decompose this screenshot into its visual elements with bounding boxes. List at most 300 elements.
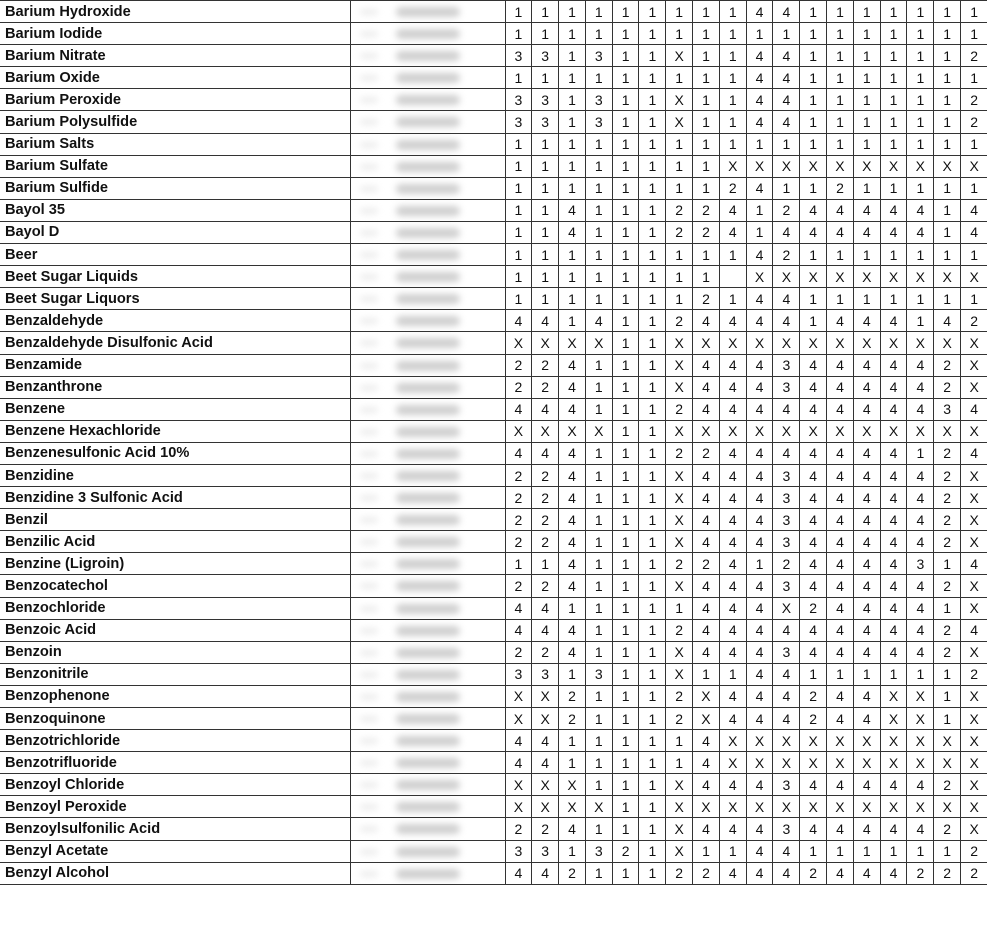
rating-cell: 1 (934, 288, 961, 310)
rating-cell: 4 (800, 398, 827, 420)
rating-cell: 1 (639, 45, 666, 67)
rating-cell: 4 (773, 67, 800, 89)
rating-cell: 1 (639, 266, 666, 288)
chemical-name-cell: Barium Sulfide (0, 177, 350, 199)
rating-cell: 4 (827, 862, 854, 884)
table-row (0, 464, 987, 486)
rating-cell: X (934, 752, 961, 774)
rating-cell: 1 (934, 111, 961, 133)
rating-cell: 3 (773, 641, 800, 663)
rating-cell: 4 (853, 354, 880, 376)
rating-cell: 4 (746, 310, 773, 332)
rating-cell: 4 (746, 862, 773, 884)
rating-cell: 4 (880, 531, 907, 553)
rating-cell: 1 (934, 67, 961, 89)
rating-cell: X (693, 708, 720, 730)
rating-cell: 1 (532, 1, 559, 23)
redaction-blur (396, 361, 460, 371)
rating-cell: 4 (907, 221, 934, 243)
rating-cell: 2 (532, 818, 559, 840)
rating-cell: 1 (559, 310, 586, 332)
rating-cell: 4 (880, 376, 907, 398)
rating-cell: 4 (853, 708, 880, 730)
rating-cell: 1 (639, 155, 666, 177)
redacted-cas-number-cell (350, 45, 505, 67)
rating-cell: 4 (961, 553, 987, 575)
rating-cell: 4 (559, 619, 586, 641)
table-row (0, 796, 987, 818)
chemical-name-cell: Beer (0, 244, 350, 266)
rating-cell: 4 (559, 354, 586, 376)
rating-cell: 1 (880, 45, 907, 67)
rating-cell: 4 (719, 531, 746, 553)
rating-cell: 1 (639, 752, 666, 774)
rating-cell: 4 (907, 199, 934, 221)
redaction-blur (396, 250, 460, 260)
rating-cell: 4 (961, 221, 987, 243)
rating-cell: 1 (559, 266, 586, 288)
rating-cell: 1 (612, 288, 639, 310)
chemical-name-cell: Benzil (0, 509, 350, 531)
rating-cell: 1 (612, 597, 639, 619)
rating-cell: 1 (639, 619, 666, 641)
rating-cell: 3 (907, 553, 934, 575)
rating-cell: 1 (693, 23, 720, 45)
redaction-blur (396, 162, 460, 172)
rating-cell: 4 (853, 442, 880, 464)
rating-cell: 4 (853, 862, 880, 884)
table-row (0, 730, 987, 752)
rating-cell: 4 (693, 619, 720, 641)
rating-cell: 1 (907, 67, 934, 89)
rating-cell: X (666, 376, 693, 398)
chemical-name-cell: Benzenesulfonic Acid 10% (0, 442, 350, 464)
table-row (0, 685, 987, 707)
rating-cell: X (961, 730, 987, 752)
rating-cell: 1 (961, 23, 987, 45)
rating-cell: 4 (880, 221, 907, 243)
chemical-name-cell: Beet Sugar Liquids (0, 266, 350, 288)
rating-cell: 4 (800, 487, 827, 509)
rating-cell: 4 (853, 487, 880, 509)
rating-cell: 4 (746, 244, 773, 266)
rating-cell: 3 (505, 840, 532, 862)
rating-cell: 1 (639, 840, 666, 862)
rating-cell: 2 (505, 531, 532, 553)
rating-cell: 1 (934, 221, 961, 243)
rating-cell: 4 (746, 685, 773, 707)
rating-cell: 1 (532, 199, 559, 221)
rating-cell: 3 (532, 663, 559, 685)
table-row (0, 111, 987, 133)
table-row (0, 67, 987, 89)
rating-cell: 3 (585, 45, 612, 67)
rating-cell: 2 (532, 641, 559, 663)
rating-cell: 4 (719, 641, 746, 663)
rating-cell: 4 (773, 862, 800, 884)
rating-cell: 4 (853, 774, 880, 796)
redacted-cas-number-cell (350, 796, 505, 818)
rating-cell: 1 (585, 266, 612, 288)
redacted-cas-number-cell (350, 67, 505, 89)
chemical-name-cell: Benzocatechol (0, 575, 350, 597)
rating-cell: 4 (907, 376, 934, 398)
rating-cell: 1 (719, 840, 746, 862)
rating-cell: 3 (773, 774, 800, 796)
rating-cell: 1 (746, 221, 773, 243)
rating-cell: 1 (719, 288, 746, 310)
rating-cell: 4 (719, 575, 746, 597)
rating-cell: 3 (505, 89, 532, 111)
rating-cell: 2 (693, 288, 720, 310)
table-row (0, 752, 987, 774)
rating-cell: 1 (612, 398, 639, 420)
rating-cell: 4 (907, 619, 934, 641)
rating-cell: X (666, 111, 693, 133)
rating-cell: 1 (719, 133, 746, 155)
rating-cell: 4 (853, 553, 880, 575)
chemical-name-cell: Benzaldehyde (0, 310, 350, 332)
chemical-name-cell: Benzidine (0, 464, 350, 486)
rating-cell: X (719, 155, 746, 177)
rating-cell: X (773, 332, 800, 354)
rating-cell: 4 (800, 641, 827, 663)
rating-cell: X (961, 464, 987, 486)
rating-cell: 2 (666, 199, 693, 221)
rating-cell: 1 (639, 1, 666, 23)
rating-cell: 1 (585, 619, 612, 641)
rating-cell: 1 (880, 663, 907, 685)
rating-cell: 4 (505, 442, 532, 464)
table-row (0, 420, 987, 442)
chemical-name-cell: Barium Hydroxide (0, 1, 350, 23)
rating-cell: 1 (934, 685, 961, 707)
rating-cell: 1 (666, 752, 693, 774)
rating-cell: 2 (505, 575, 532, 597)
rating-cell: 1 (505, 23, 532, 45)
rating-cell: 3 (773, 376, 800, 398)
rating-cell: 4 (827, 221, 854, 243)
rating-cell: 1 (693, 266, 720, 288)
rating-cell: 1 (639, 354, 666, 376)
rating-cell: 1 (907, 133, 934, 155)
rating-cell: X (559, 774, 586, 796)
rating-cell: X (853, 266, 880, 288)
rating-cell: 3 (505, 45, 532, 67)
rating-cell: 1 (773, 177, 800, 199)
rating-cell: 4 (800, 376, 827, 398)
rating-cell: X (666, 509, 693, 531)
rating-cell: 1 (639, 310, 666, 332)
rating-cell: 1 (719, 244, 746, 266)
redaction-blur (396, 515, 460, 525)
rating-cell: 1 (907, 442, 934, 464)
rating-cell: 1 (880, 23, 907, 45)
rating-cell: X (961, 641, 987, 663)
rating-cell: 2 (693, 199, 720, 221)
rating-cell: X (934, 155, 961, 177)
rating-cell: 4 (880, 310, 907, 332)
rating-cell: X (773, 420, 800, 442)
rating-cell: 1 (585, 442, 612, 464)
rating-cell: 1 (934, 199, 961, 221)
rating-cell: 1 (639, 376, 666, 398)
table-row (0, 376, 987, 398)
rating-cell: 2 (559, 708, 586, 730)
chemical-name-cell: Benzotrichloride (0, 730, 350, 752)
rating-cell: 2 (934, 442, 961, 464)
rating-cell: 1 (773, 23, 800, 45)
rating-cell: X (961, 376, 987, 398)
rating-cell: X (827, 266, 854, 288)
rating-cell: X (961, 487, 987, 509)
rating-cell: 1 (585, 221, 612, 243)
rating-cell: 2 (773, 553, 800, 575)
table-row (0, 509, 987, 531)
rating-cell: 1 (612, 818, 639, 840)
rating-cell: X (961, 752, 987, 774)
chemical-name-cell: Benzyl Acetate (0, 840, 350, 862)
redacted-cas-number-cell (350, 398, 505, 420)
rating-cell: X (505, 332, 532, 354)
rating-cell: X (907, 155, 934, 177)
rating-cell: 4 (505, 862, 532, 884)
rating-cell: 4 (719, 487, 746, 509)
rating-cell: 1 (612, 487, 639, 509)
table-row (0, 244, 987, 266)
rating-cell: 4 (907, 641, 934, 663)
rating-cell: X (505, 774, 532, 796)
rating-cell: 4 (559, 442, 586, 464)
rating-cell: 1 (585, 553, 612, 575)
rating-cell: 1 (693, 840, 720, 862)
rating-cell: 3 (532, 45, 559, 67)
rating-cell: X (827, 420, 854, 442)
rating-cell: 4 (693, 641, 720, 663)
rating-cell: X (746, 266, 773, 288)
rating-cell: X (666, 818, 693, 840)
rating-cell: 4 (827, 818, 854, 840)
rating-cell: X (827, 730, 854, 752)
chemical-name-cell: Barium Sulfate (0, 155, 350, 177)
rating-cell: 1 (559, 155, 586, 177)
rating-cell: 1 (505, 1, 532, 23)
rating-cell: 1 (639, 398, 666, 420)
rating-cell: 4 (853, 575, 880, 597)
rating-cell: X (853, 730, 880, 752)
chemical-name-cell: Beet Sugar Liquors (0, 288, 350, 310)
rating-cell: 4 (773, 288, 800, 310)
chemical-name-cell: Benzoquinone (0, 708, 350, 730)
rating-cell: X (666, 332, 693, 354)
rating-cell: 2 (934, 464, 961, 486)
chemical-name-cell: Benzanthrone (0, 376, 350, 398)
rating-cell: 4 (880, 553, 907, 575)
rating-cell: 2 (693, 221, 720, 243)
rating-cell: X (666, 464, 693, 486)
rating-cell: 4 (853, 310, 880, 332)
rating-cell: 1 (639, 862, 666, 884)
chemical-name-cell: Benzophenone (0, 685, 350, 707)
rating-cell: 1 (585, 531, 612, 553)
rating-cell: X (666, 420, 693, 442)
rating-cell: 1 (505, 553, 532, 575)
rating-cell: 1 (693, 177, 720, 199)
rating-cell: 1 (505, 133, 532, 155)
rating-cell: 2 (666, 685, 693, 707)
table-body (0, 1, 987, 885)
rating-cell: X (907, 752, 934, 774)
rating-cell: 2 (934, 818, 961, 840)
rating-cell: 4 (853, 221, 880, 243)
rating-cell: 1 (746, 553, 773, 575)
rating-cell: X (961, 420, 987, 442)
rating-cell: 4 (532, 730, 559, 752)
rating-cell: 2 (934, 354, 961, 376)
rating-cell: 1 (880, 89, 907, 111)
rating-cell: 1 (800, 45, 827, 67)
rating-cell: 3 (773, 509, 800, 531)
rating-cell: X (773, 752, 800, 774)
rating-cell: 4 (773, 111, 800, 133)
rating-cell: 1 (853, 244, 880, 266)
rating-cell: 2 (961, 840, 987, 862)
redacted-cas-number-cell (350, 509, 505, 531)
redaction-blur (396, 869, 460, 879)
table-row (0, 774, 987, 796)
redacted-cas-number-cell (350, 244, 505, 266)
redaction-blur (396, 316, 460, 326)
rating-cell: 2 (532, 354, 559, 376)
rating-cell: 1 (585, 199, 612, 221)
table-row (0, 553, 987, 575)
rating-cell: 1 (585, 376, 612, 398)
rating-cell: 3 (585, 111, 612, 133)
rating-cell: 1 (559, 111, 586, 133)
rating-cell: X (961, 332, 987, 354)
rating-cell: X (666, 641, 693, 663)
rating-cell: 4 (880, 464, 907, 486)
rating-cell: X (773, 730, 800, 752)
redaction-blur (396, 559, 460, 569)
rating-cell: 2 (532, 531, 559, 553)
rating-cell: 1 (934, 23, 961, 45)
rating-cell: 1 (639, 89, 666, 111)
rating-cell: 4 (773, 685, 800, 707)
redacted-cas-number-cell (350, 619, 505, 641)
rating-cell: 4 (693, 531, 720, 553)
rating-cell: 1 (612, 575, 639, 597)
redaction-blur (396, 272, 460, 282)
rating-cell: 3 (773, 487, 800, 509)
rating-cell: 1 (559, 89, 586, 111)
rating-cell: X (532, 796, 559, 818)
rating-cell: 4 (907, 531, 934, 553)
rating-cell: 4 (800, 199, 827, 221)
rating-cell: X (532, 685, 559, 707)
rating-cell: 2 (800, 862, 827, 884)
rating-cell: 4 (934, 310, 961, 332)
rating-cell: 4 (532, 597, 559, 619)
rating-cell: 1 (532, 244, 559, 266)
rating-cell: X (934, 420, 961, 442)
chemical-name-cell: Benzyl Alcohol (0, 862, 350, 884)
rating-cell: 1 (585, 288, 612, 310)
redacted-cas-number-cell (350, 840, 505, 862)
rating-cell: 4 (880, 619, 907, 641)
chemical-name-cell: Bayol 35 (0, 199, 350, 221)
rating-cell: 4 (880, 774, 907, 796)
chemical-name-cell: Bayol D (0, 221, 350, 243)
chemical-name-cell: Benzine (Ligroin) (0, 553, 350, 575)
rating-cell: 1 (639, 221, 666, 243)
rating-cell: 4 (827, 774, 854, 796)
rating-cell: 1 (639, 641, 666, 663)
rating-cell: 1 (853, 111, 880, 133)
rating-cell: 1 (639, 553, 666, 575)
rating-cell: 1 (505, 288, 532, 310)
rating-cell: 2 (719, 177, 746, 199)
rating-cell: 1 (612, 199, 639, 221)
rating-cell: 2 (773, 199, 800, 221)
rating-cell: 4 (827, 553, 854, 575)
rating-cell: 4 (746, 597, 773, 619)
rating-cell: 1 (746, 133, 773, 155)
rating-cell: 1 (612, 685, 639, 707)
rating-cell: 4 (505, 597, 532, 619)
chemical-name-cell: Benzoyl Chloride (0, 774, 350, 796)
rating-cell: 4 (827, 708, 854, 730)
rating-cell: 1 (934, 133, 961, 155)
rating-cell: X (559, 796, 586, 818)
rating-cell: 1 (719, 663, 746, 685)
table-row (0, 89, 987, 111)
rating-cell: 1 (585, 398, 612, 420)
rating-cell: 1 (639, 442, 666, 464)
rating-cell: 4 (559, 221, 586, 243)
rating-cell: 4 (907, 464, 934, 486)
table-row (0, 840, 987, 862)
rating-cell: 1 (585, 730, 612, 752)
rating-cell: 1 (827, 663, 854, 685)
redacted-cas-number-cell (350, 818, 505, 840)
table-row (0, 708, 987, 730)
rating-cell: 1 (907, 663, 934, 685)
rating-cell: 1 (853, 288, 880, 310)
rating-cell: X (853, 796, 880, 818)
table-row (0, 45, 987, 67)
rating-cell: X (666, 840, 693, 862)
rating-cell: 2 (961, 862, 987, 884)
rating-cell: 1 (612, 619, 639, 641)
rating-cell: 4 (746, 67, 773, 89)
rating-cell: X (961, 796, 987, 818)
rating-cell: 1 (585, 133, 612, 155)
rating-cell: X (666, 531, 693, 553)
rating-cell: 1 (612, 442, 639, 464)
rating-cell: 1 (639, 420, 666, 442)
rating-cell: 1 (612, 310, 639, 332)
rating-cell: 4 (800, 221, 827, 243)
rating-cell: 2 (559, 862, 586, 884)
rating-cell: 1 (639, 464, 666, 486)
rating-cell: 1 (639, 332, 666, 354)
table-row (0, 663, 987, 685)
rating-cell: 1 (827, 1, 854, 23)
rating-cell: 2 (532, 487, 559, 509)
rating-cell: 1 (746, 199, 773, 221)
rating-cell: 4 (880, 862, 907, 884)
